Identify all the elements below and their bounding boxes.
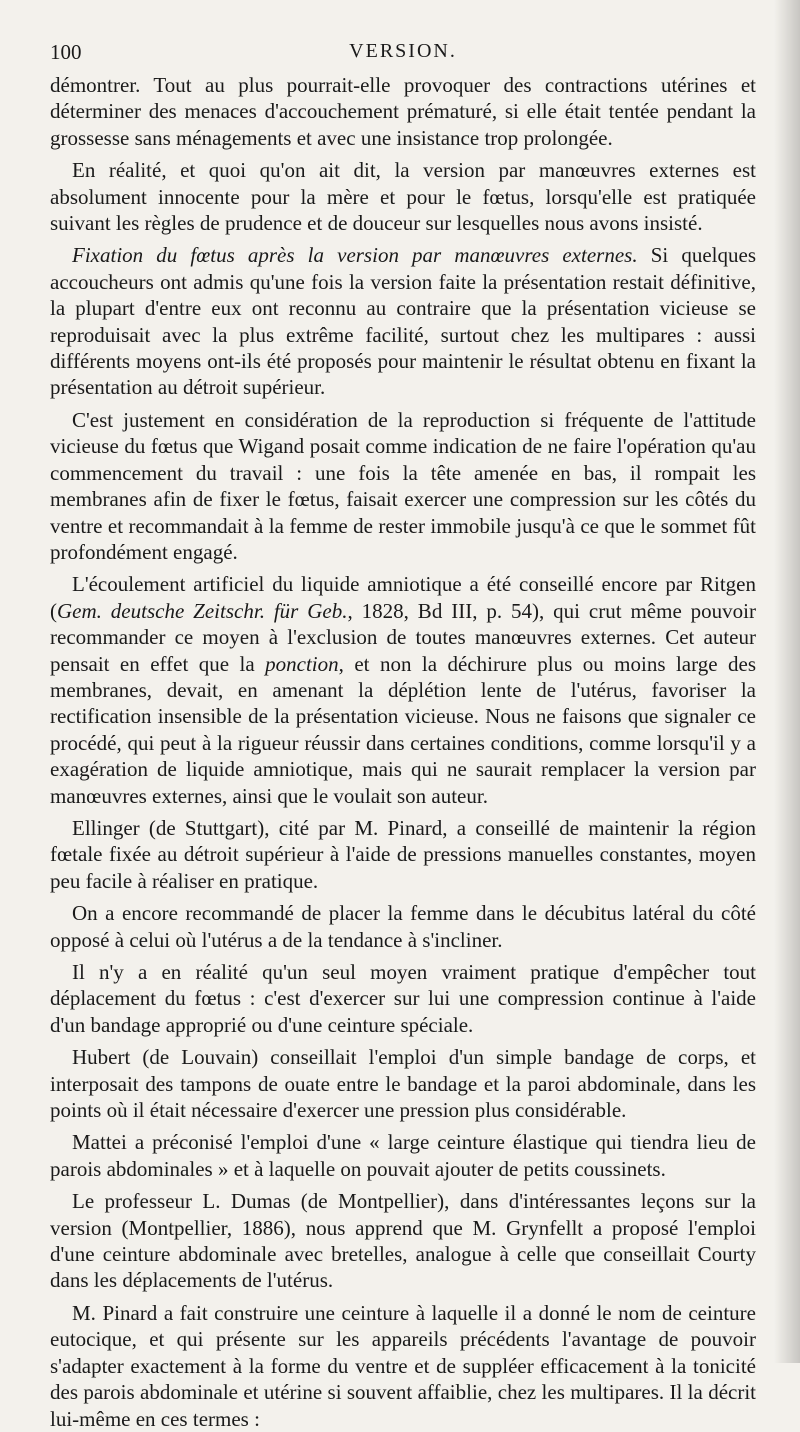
paragraph-9: Hubert (de Louvain) conseillait l'emploi d'un simple bandage de corps, et interposait des tampons de ouate entre le bandage et la paroi abdominale, dans les points où il était nécessaire d'exercer une pression plus considérable. <box>50 1045 756 1123</box>
section-heading-fixation: Fixation du fœtus après la version par manœuvres externes. <box>72 243 638 268</box>
running-head: VERSION. <box>349 40 457 62</box>
page-number: 100 <box>50 40 82 64</box>
paragraph-4: C'est justement en considération de la reproduction si fréquente de l'attitude vicieuse du fœtus que Wigand posait comme indication de ne faire l'opération qu'au commencement du travail : une fois la tête amenée en bas, il rompait les membranes afin de fixer le fœtus, faisait exercer une compression sur les côtés du ventre et recommandait à la femme de rester immobile jusqu'à ce que le sommet fût profondément engagé. <box>50 407 756 564</box>
paragraph-10: Mattei a préconisé l'emploi d'une « large ceinture élastique qui tiendra lieu de parois abdominales » et à laquelle on pouvait ajouter de petits coussinets. <box>50 1130 756 1181</box>
paragraph-6: Ellinger (de Stuttgart), cité par M. Pinard, a conseillé de maintenir la région fœtale fixée au détroit supérieur à l'aide de pressions manuelles constantes, moyen peu facile à réaliser en pratique. <box>50 815 756 893</box>
paragraph-5: L'écoulement artificiel du liquide amniotique a été conseillé encore par Ritgen (Gem. deutsche Zeitschr. für Geb., 1828, Bd III, p. 54), qui crut même pouvoir recommander ce moyen à l'exclusion de toutes manœuvres externes. Cet auteur pensait en effet que la ponction, et non la déchirure plus ou moins large des membranes, devait, en amenant la déplétion lente de l'utérus, favoriser la rectification insensible de la présentation vicieuse. Nous ne faisons que signaler ce procédé, qui peut à la rigueur réussir dans certaines conditions, comme lorsqu'il y a exagération de liquide amniotique, mais qui ne saurait remplacer la version par manœuvres externes, ainsi que le voulait son auteur. <box>50 572 756 808</box>
paragraph-1: démontrer. Tout au plus pourrait-elle provoquer des contractions utérines et déterminer des menaces d'accouchement prématuré, si elle était tentée pendant la grossesse sans ménagements et avec une insistance trop prolongée. <box>50 73 756 150</box>
paragraph-3-fixation: Fixation du fœtus après la version par manœuvres externes. Si quelques accoucheurs ont admis qu'une fois la version faite la présentation restait définitive, la plupart d'entre eux ont reconnu au contraire que la présentation vicieuse se reproduisait avec la plus extrême facilité, surtout chez les multipares : aussi différents moyens ont-ils été proposés pour maintenir le résultat obtenu en fixant la présentation au détroit supérieur. <box>50 243 756 400</box>
paragraph-8: Il n'y a en réalité qu'un seul moyen vraiment pratique d'empêcher tout déplacement du fœtus : c'est d'exercer sur lui une compression continue à l'aide d'un bandage approprié ou d'une ceinture spéciale. <box>50 960 756 1037</box>
paragraph-2: En réalité, et quoi qu'on ait dit, la version par manœuvres externes est absolument innocente pour la mère et pour le fœtus, lorsqu'elle est pratiquée suivant les règles de prudence et de douceur sur lesquelles nous avons insisté. <box>50 158 756 236</box>
page-body <box>50 72 756 1432</box>
citation-title: Gem. deutsche Zeitschr. für Geb. <box>57 598 348 623</box>
paragraph-11: Le professeur L. Dumas (de Montpellier), dans d'intéressantes leçons sur la version (Montpellier, 1886), nous apprend que M. Grynfellt a proposé l'emploi d'une ceinture abdominale avec bretelles, analogue à celle que conseillait Courty dans les déplacements de l'utérus. <box>50 1189 756 1293</box>
page-header <box>50 34 756 64</box>
paragraph-12: M. Pinard a fait construire une ceinture à laquelle il a donné le nom de ceinture eutocique, et qui présente sur les appareils précédents l'avantage de pouvoir s'adapter exactement à la forme du ventre et de suppléer efficacement à la tonicité des parois abdominale et utérine si souvent affaiblie, chez les multipares. Il la décrit lui-même en ces termes : <box>50 1300 756 1431</box>
emphasis-ponction: ponction <box>265 651 339 676</box>
page-edge-shadow <box>774 0 800 1363</box>
paragraph-7: On a encore recommandé de placer la femme dans le décubitus latéral du côté opposé à celui où l'utérus a de la tendance à s'incliner. <box>50 901 756 952</box>
